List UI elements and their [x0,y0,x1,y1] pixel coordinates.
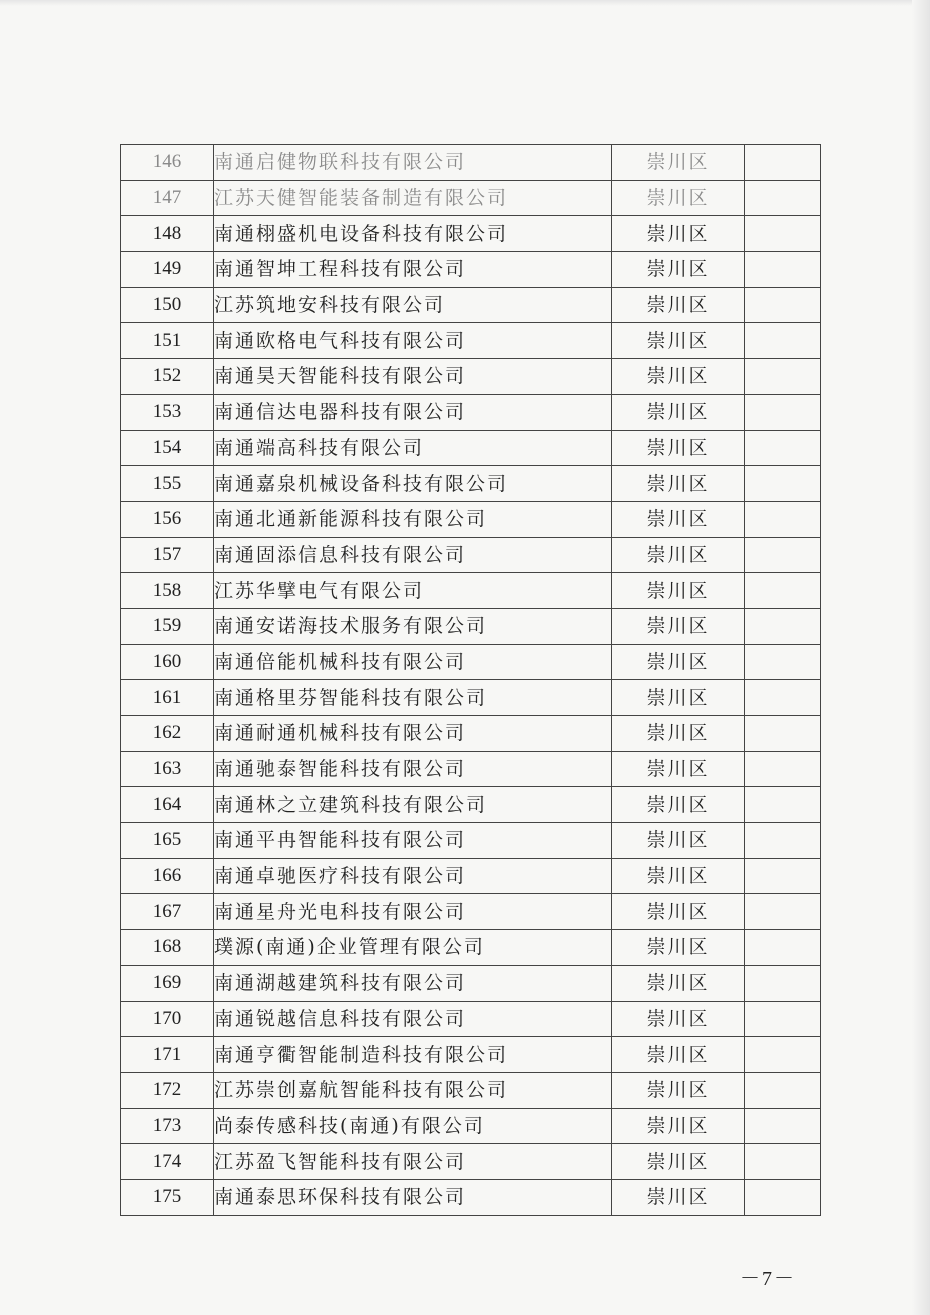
district: 崇川区 [612,965,745,1001]
company-name: 南通倍能机械科技有限公司 [214,644,612,680]
company-name: 南通端高科技有限公司 [214,430,612,466]
district: 崇川区 [612,216,745,252]
table-row [121,965,821,1001]
empty-cell [745,394,821,430]
empty-cell [745,680,821,716]
district: 崇川区 [612,1037,745,1073]
company-list-table [120,144,821,1216]
district: 崇川区 [612,644,745,680]
district: 崇川区 [612,323,745,359]
table-row [121,359,821,395]
row-number: 149 [121,252,214,288]
row-number: 155 [121,466,214,502]
company-name: 南通智坤工程科技有限公司 [214,252,612,288]
table-row [121,430,821,466]
empty-cell [745,787,821,823]
row-number: 168 [121,930,214,966]
row-number: 175 [121,1179,214,1215]
row-number: 163 [121,751,214,787]
company-name: 南通固添信息科技有限公司 [214,537,612,573]
row-number: 160 [121,644,214,680]
row-number: 158 [121,573,214,609]
table-row [121,394,821,430]
empty-cell [745,359,821,395]
empty-cell [745,1072,821,1108]
table-row [121,1179,821,1215]
company-name: 南通信达电器科技有限公司 [214,394,612,430]
empty-cell [745,644,821,680]
district: 崇川区 [612,466,745,502]
company-name: 南通安诺海技术服务有限公司 [214,608,612,644]
row-number: 161 [121,680,214,716]
company-name: 南通启健物联科技有限公司 [214,145,612,181]
district: 崇川区 [612,930,745,966]
district: 崇川区 [612,573,745,609]
company-name: 尚泰传感科技(南通)有限公司 [214,1108,612,1144]
row-number: 159 [121,608,214,644]
empty-cell [745,1037,821,1073]
empty-cell [745,323,821,359]
scan-edge-top [0,0,930,6]
table-row [121,466,821,502]
company-name: 南通格里芬智能科技有限公司 [214,680,612,716]
empty-cell [745,716,821,752]
table-row [121,1108,821,1144]
table-row [121,145,821,181]
table-row [121,501,821,537]
empty-cell [745,537,821,573]
empty-cell [745,430,821,466]
table-row [121,680,821,716]
table-row [121,180,821,216]
company-name: 南通嘉泉机械设备科技有限公司 [214,466,612,502]
district: 崇川区 [612,1072,745,1108]
district: 崇川区 [612,145,745,181]
empty-cell [745,1179,821,1215]
table-row [121,252,821,288]
row-number: 148 [121,216,214,252]
district: 崇川区 [612,501,745,537]
row-number: 151 [121,323,214,359]
district: 崇川区 [612,787,745,823]
company-name: 璞源(南通)企业管理有限公司 [214,930,612,966]
table-row [121,1144,821,1180]
table-row [121,787,821,823]
table-row [121,716,821,752]
company-name: 南通星舟光电科技有限公司 [214,894,612,930]
district: 崇川区 [612,1179,745,1215]
table-row [121,216,821,252]
scan-edge-right [912,0,930,1315]
district: 崇川区 [612,252,745,288]
district: 崇川区 [612,823,745,859]
company-name: 南通欧格电气科技有限公司 [214,323,612,359]
empty-cell [745,965,821,1001]
empty-cell [745,466,821,502]
company-name: 南通平冉智能科技有限公司 [214,823,612,859]
table-row [121,537,821,573]
company-name: 南通耐通机械科技有限公司 [214,716,612,752]
row-number: 153 [121,394,214,430]
district: 崇川区 [612,430,745,466]
empty-cell [745,573,821,609]
table-row [121,323,821,359]
company-name: 江苏崇创嘉航智能科技有限公司 [214,1072,612,1108]
company-name: 南通卓驰医疗科技有限公司 [214,858,612,894]
empty-cell [745,858,821,894]
row-number: 166 [121,858,214,894]
empty-cell [745,894,821,930]
company-name: 南通北通新能源科技有限公司 [214,501,612,537]
district: 崇川区 [612,608,745,644]
empty-cell [745,608,821,644]
empty-cell [745,501,821,537]
company-name: 南通驰泰智能科技有限公司 [214,751,612,787]
company-name: 南通锐越信息科技有限公司 [214,1001,612,1037]
empty-cell [745,823,821,859]
district: 崇川区 [612,680,745,716]
empty-cell [745,252,821,288]
company-name: 江苏盈飞智能科技有限公司 [214,1144,612,1180]
table-row [121,930,821,966]
district: 崇川区 [612,1001,745,1037]
row-number: 172 [121,1072,214,1108]
table-row [121,894,821,930]
row-number: 170 [121,1001,214,1037]
company-name: 南通亨衢智能制造科技有限公司 [214,1037,612,1073]
company-name: 南通栩盛机电设备科技有限公司 [214,216,612,252]
empty-cell [745,751,821,787]
table-row [121,751,821,787]
district: 崇川区 [612,1144,745,1180]
empty-cell [745,1001,821,1037]
company-name: 南通昊天智能科技有限公司 [214,359,612,395]
row-number: 165 [121,823,214,859]
district: 崇川区 [612,716,745,752]
district: 崇川区 [612,180,745,216]
table-row [121,858,821,894]
row-number: 173 [121,1108,214,1144]
empty-cell [745,180,821,216]
row-number: 174 [121,1144,214,1180]
page-number: －7－ [740,1268,796,1290]
empty-cell [745,145,821,181]
empty-cell [745,216,821,252]
district: 崇川区 [612,287,745,323]
company-name: 江苏华擘电气有限公司 [214,573,612,609]
district: 崇川区 [612,858,745,894]
row-number: 157 [121,537,214,573]
district: 崇川区 [612,751,745,787]
row-number: 169 [121,965,214,1001]
row-number: 152 [121,359,214,395]
empty-cell [745,287,821,323]
company-name: 南通林之立建筑科技有限公司 [214,787,612,823]
table-row [121,1072,821,1108]
empty-cell [745,1144,821,1180]
row-number: 146 [121,145,214,181]
district: 崇川区 [612,394,745,430]
district: 崇川区 [612,537,745,573]
company-name: 南通泰思环保科技有限公司 [214,1179,612,1215]
table-row [121,573,821,609]
table-row [121,823,821,859]
district: 崇川区 [612,894,745,930]
company-name: 江苏筑地安科技有限公司 [214,287,612,323]
empty-cell [745,930,821,966]
row-number: 150 [121,287,214,323]
table-row [121,287,821,323]
company-list-body [121,145,821,1216]
row-number: 171 [121,1037,214,1073]
company-name: 南通湖越建筑科技有限公司 [214,965,612,1001]
district: 崇川区 [612,359,745,395]
row-number: 147 [121,180,214,216]
row-number: 154 [121,430,214,466]
row-number: 162 [121,716,214,752]
table-row [121,1037,821,1073]
table-row [121,644,821,680]
row-number: 167 [121,894,214,930]
empty-cell [745,1108,821,1144]
table-row [121,1001,821,1037]
row-number: 164 [121,787,214,823]
district: 崇川区 [612,1108,745,1144]
table-row [121,608,821,644]
company-name: 江苏天健智能装备制造有限公司 [214,180,612,216]
row-number: 156 [121,501,214,537]
